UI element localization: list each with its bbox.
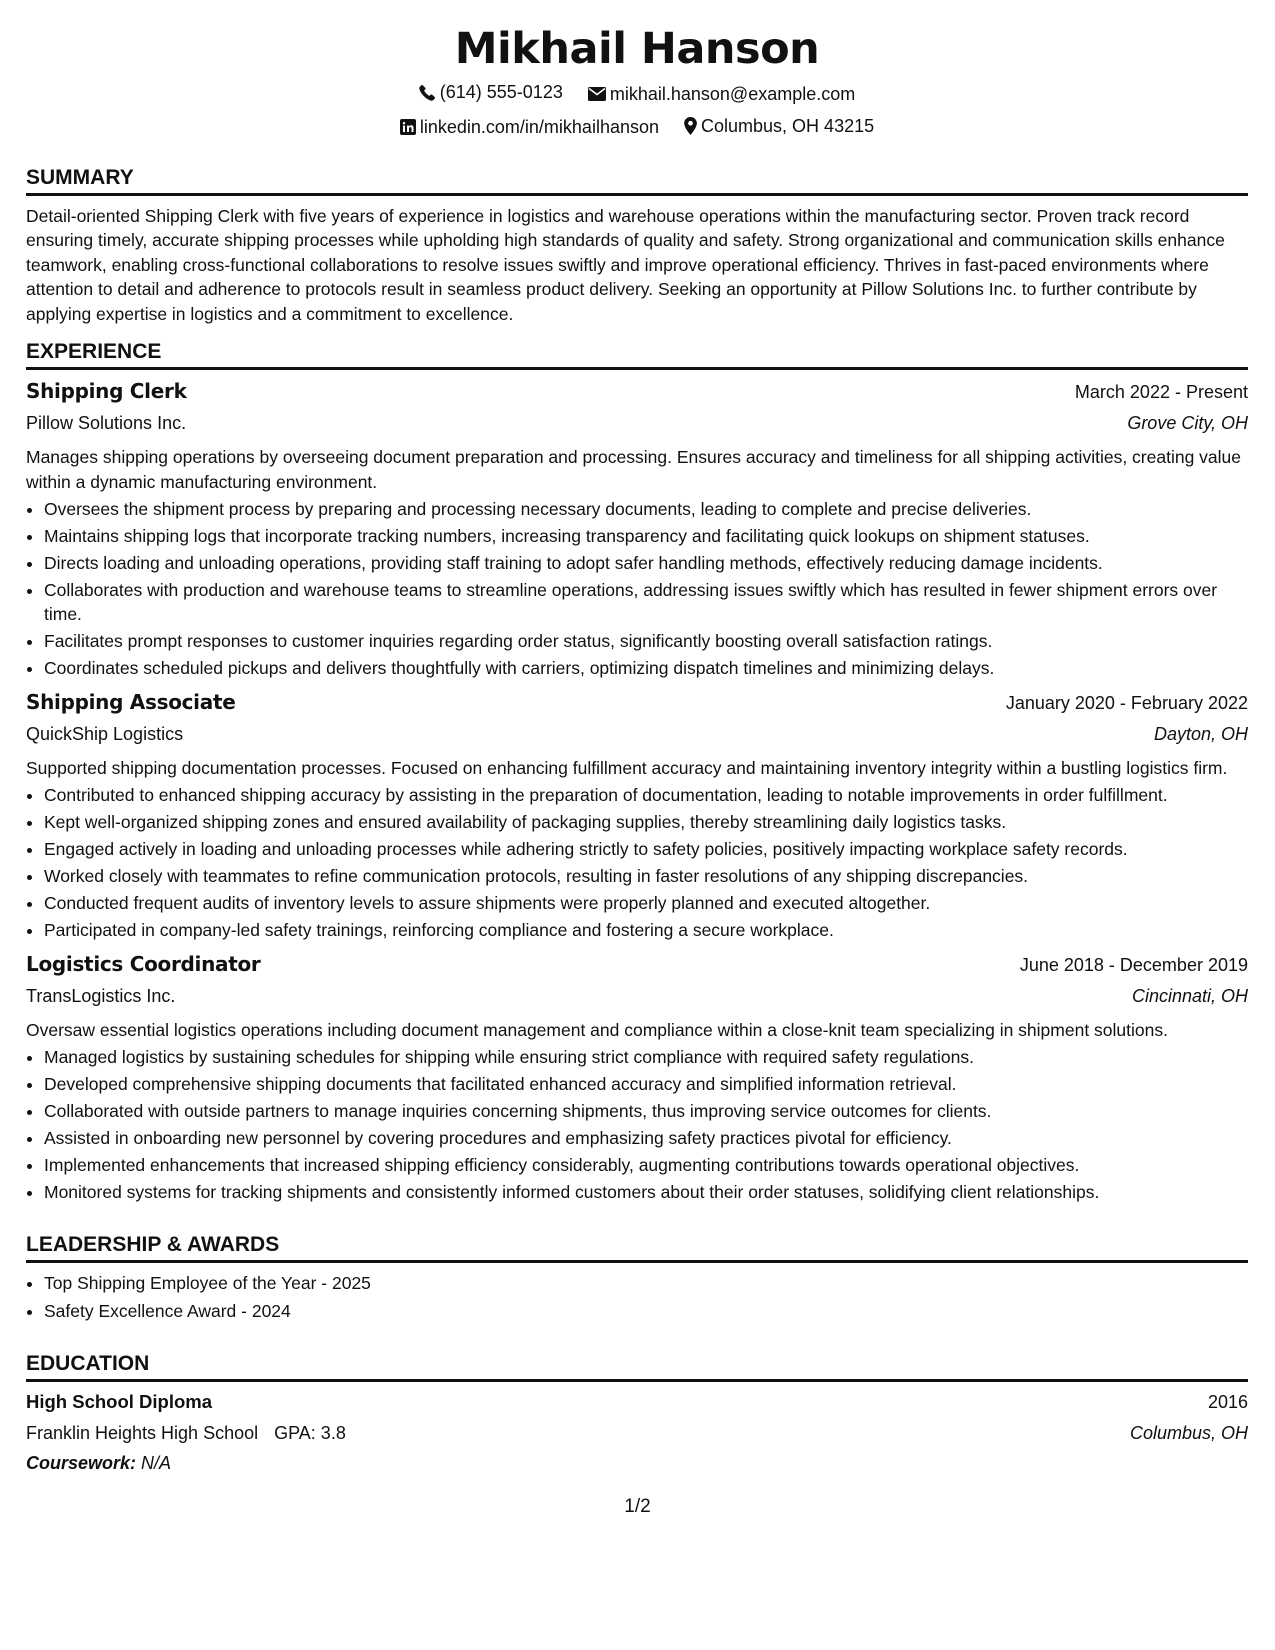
bullet-item: • Engaged actively in loading and unloading processes while adhering strictly to safety policies, positively impacting workplace safety records.: [44, 837, 1248, 862]
job-title: Shipping Clerk: [26, 379, 187, 404]
linkedin-contact[interactable]: [400, 118, 659, 136]
location-contact: [684, 117, 874, 135]
job-dates: March 2022 - Present: [1074, 382, 1248, 403]
location-text: Columbus, OH 43215: [701, 115, 875, 136]
email-contact[interactable]: [588, 85, 855, 103]
bullet-item: • Facilitates prompt responses to customer inquiries regarding order status, significantly boosting overall satisfaction ratings.: [44, 629, 1248, 654]
summary-heading: SUMMARY: [26, 166, 1248, 196]
bullet-item: • Oversees the shipment process by preparing and processing necessary documents, leading to complete and precise deliveries.: [44, 497, 1248, 522]
linkedin-url[interactable]: linkedin.com/in/mikhailhanson: [419, 116, 659, 137]
bullet-item: • Assisted in onboarding new personnel by covering procedures and emphasizing safety practices pivotal for efficiency.: [44, 1126, 1248, 1151]
summary-text: Detail-oriented Shipping Clerk with five years of experience in logistics and warehouse operations within the manufacturing sector. Proven track record ensuring timely, accurate shipping processes while upholding high standards of quality and safety. Strong organizational and communication skills enhance teamwork, enabling cross-functional collaborations to resolve issues swiftly and improve operational efficiency. Thrives in fast-paced environments where attention to detail and adherence to protocols result in seamless product delivery. Seeking an opportunity at Pillow Solutions Inc. to further contribute by applying expertise in logistics and a commitment to excellence.: [26, 205, 1225, 324]
contact-line-2: [26, 117, 1248, 138]
bullet-item: • Managed logistics by sustaining schedules for shipping while ensuring strict compliance with required safety regulations.: [44, 1045, 1248, 1070]
job-description: Supported shipping documentation processes. Focused on enhancing fulfillment accuracy and maintaining inventory integrity within a bustling logistics firm.: [26, 758, 1228, 779]
page-number: 1/2: [624, 1496, 651, 1517]
contact-line-1: [26, 83, 1248, 104]
education-section: [26, 1352, 1248, 1476]
award-item: • Top Shipping Employee of the Year - 2025: [44, 1271, 1248, 1296]
school-info: [26, 1421, 346, 1445]
job-location: Cincinnati, OH: [1131, 985, 1248, 1006]
job-entry: [26, 689, 1248, 943]
job-bullets: [26, 783, 1248, 943]
company-name: QuickShip Logistics: [26, 723, 184, 744]
experience-section: [26, 340, 1248, 1204]
phone-contact: [419, 83, 563, 101]
gpa: GPA: 3.8: [274, 1422, 346, 1443]
awards-section: [26, 1233, 1248, 1324]
job-location: Dayton, OH: [1153, 723, 1248, 744]
bullet-item: • Collaborates with production and warehouse teams to streamline operations, addressing issues swiftly which has resulted in fewer shipment errors over time.: [44, 578, 1248, 627]
bullet-item: • Worked closely with teammates to refine communication protocols, resulting in faster resolutions of any shipping discrepancies.: [44, 864, 1248, 889]
candidate-name: Mikhail Hanson: [454, 24, 820, 74]
coursework: [26, 1451, 1248, 1475]
coursework-value: N/A: [141, 1453, 172, 1474]
company-name: Pillow Solutions Inc.: [26, 413, 187, 434]
bullet-item: • Conducted frequent audits of inventory levels to assure shipments were properly planned and executed altogether.: [44, 891, 1248, 916]
awards-list: [26, 1271, 1248, 1324]
degree-title: High School Diploma: [26, 1390, 213, 1412]
job-dates: January 2020 - February 2022: [1005, 692, 1248, 713]
linkedin-icon: [400, 119, 416, 135]
envelope-icon: [588, 87, 606, 101]
graduation-year: 2016: [1207, 1391, 1248, 1412]
bullet-item: • Kept well-organized shipping zones and ensured availability of packaging supplies, thereby streamlining daily logistics tasks.: [44, 810, 1248, 835]
job-dates: June 2018 - December 2019: [1019, 954, 1248, 975]
job-title: Shipping Associate: [26, 689, 236, 714]
awards-heading: LEADERSHIP & AWARDS: [26, 1233, 1248, 1263]
email-address[interactable]: mikhail.hanson@example.com: [609, 83, 856, 104]
summary-section: [26, 166, 1248, 327]
job-bullets: [26, 497, 1248, 681]
job-bullets: [26, 1045, 1248, 1205]
school-location: Columbus, OH: [1129, 1422, 1248, 1443]
job-entry: [26, 951, 1248, 1205]
bullet-item: • Developed comprehensive shipping documents that facilitated enhanced accuracy and simplified information retrieval.: [44, 1072, 1248, 1097]
bullet-item: • Contributed to enhanced shipping accuracy by assisting in the preparation of documentation, leading to notable improvements in order fulfillment.: [44, 783, 1248, 808]
bullet-item: • Coordinates scheduled pickups and delivers thoughtfully with carriers, optimizing dispatch timelines and minimizing delays.: [44, 656, 1248, 681]
job-location: Grove City, OH: [1127, 413, 1248, 434]
bullet-item: • Participated in company-led safety trainings, reinforcing compliance and fostering a secure workplace.: [44, 918, 1248, 943]
bullet-item: • Maintains shipping logs that incorporate tracking numbers, increasing transparency and facilitating quick lookups on shipment statuses.: [44, 524, 1248, 549]
company-name: TransLogistics Inc.: [26, 985, 176, 1006]
job-description: Manages shipping operations by overseeing document preparation and processing. Ensures accuracy and timeliness for all shipping activities, creating value within a dynamic manufacturing environment.: [26, 447, 1241, 492]
bullet-item: • Implemented enhancements that increased shipping efficiency considerably, augmenting contributions towards operational objectives.: [44, 1153, 1248, 1178]
bullet-item: • Collaborated with outside partners to manage inquiries concerning shipments, thus improving service outcomes for clients.: [44, 1099, 1248, 1124]
job-entry: [26, 378, 1248, 681]
map-pin-icon: [684, 117, 697, 135]
job-description: Oversaw essential logistics operations including document management and compliance within a close-knit team specializing in shipment solutions.: [26, 1020, 1168, 1041]
job-title: Logistics Coordinator: [26, 951, 261, 976]
coursework-label: Coursework:: [26, 1453, 137, 1474]
education-heading: EDUCATION: [26, 1352, 1248, 1382]
school-name: Franklin Heights High School: [26, 1422, 259, 1443]
phone-icon: [419, 84, 436, 101]
bullet-item: • Monitored systems for tracking shipments and consistently informed customers about their order statuses, solidifying client relationships.: [44, 1180, 1248, 1205]
resume-header: [26, 24, 1248, 138]
experience-heading: EXPERIENCE: [26, 340, 1248, 370]
bullet-item: • Directs loading and unloading operations, providing staff training to adopt safer handling methods, effectively reducing damage incidents.: [44, 551, 1248, 576]
award-item: • Safety Excellence Award - 2024: [44, 1299, 1248, 1324]
phone-number: (614) 555-0123: [439, 82, 563, 102]
